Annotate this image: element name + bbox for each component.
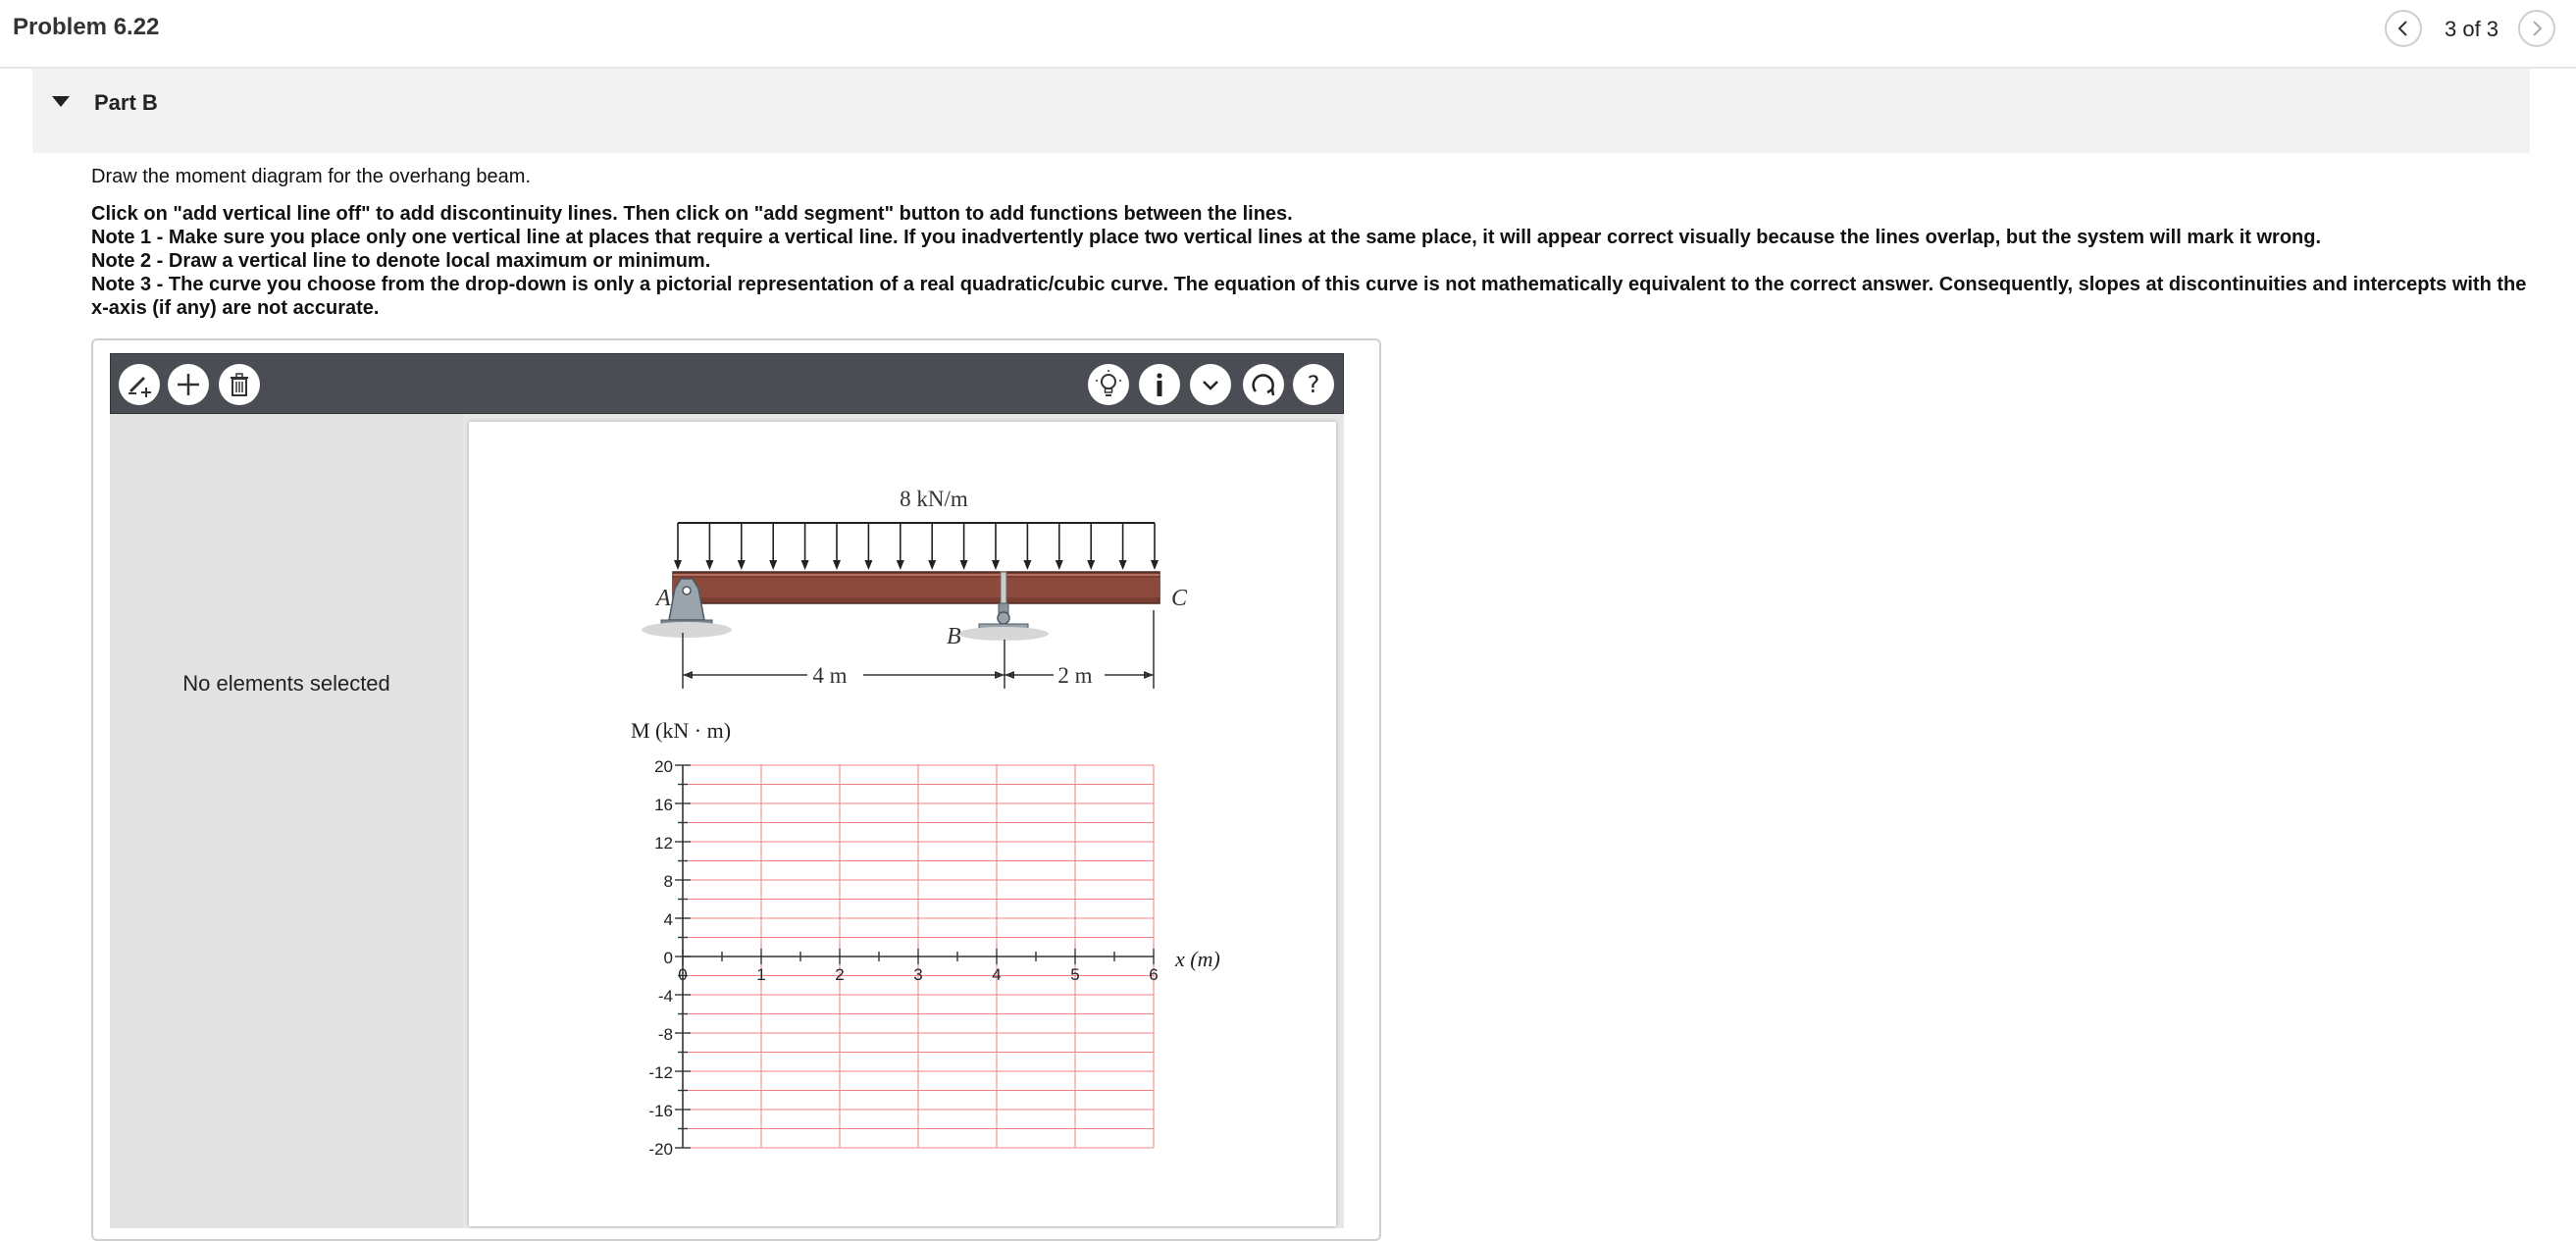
add-vertical-line-icon	[125, 370, 154, 399]
add-segment-button[interactable]	[168, 364, 209, 405]
drawing-canvas[interactable]	[469, 422, 1336, 1226]
load-arrow	[738, 523, 746, 570]
instruction-lead: Draw the moment diagram for the overhang beam.	[91, 166, 531, 187]
svg-text:?: ?	[1307, 371, 1320, 398]
moment-diagram-chart[interactable]	[631, 718, 1220, 1159]
load-arrow	[705, 523, 713, 570]
load-arrow	[992, 523, 1000, 570]
load-arrow	[769, 523, 777, 570]
dropdown-button[interactable]	[1190, 364, 1231, 405]
load-arrow	[833, 523, 841, 570]
x-tick-label: 2	[835, 965, 845, 984]
x-tick-label: 4	[992, 965, 1002, 984]
part-header[interactable]	[32, 69, 2530, 153]
x-tick-label: 6	[1149, 965, 1159, 984]
load-arrow	[1087, 523, 1095, 570]
top-bar	[0, 0, 2576, 69]
help-icon	[1299, 370, 1328, 399]
hint-button[interactable]	[1088, 364, 1129, 405]
x-tick-label: 1	[756, 965, 766, 984]
instruction-note-3: Note 3 - The curve you choose from the drop-down is only a pictorial representation of a real quadratic/cubic curve. The equation of this curve is not mathematically equivalent to the correct answer. Consequently, slopes at discontinuities and intercepts with the x-axis (if any) are not accurate.	[91, 274, 2527, 319]
load-arrow	[960, 523, 968, 570]
instructions	[91, 165, 2534, 320]
add-vertical-line-button[interactable]	[119, 364, 160, 405]
dimension-bc: 2 m	[1057, 663, 1093, 688]
label-a: A	[656, 586, 671, 611]
delete-button[interactable]	[219, 364, 260, 405]
beam-figure	[642, 487, 1188, 689]
y-tick-label: 4	[663, 910, 673, 929]
problem-title: Problem 6.22	[13, 14, 160, 40]
y-tick-label: 8	[663, 872, 673, 891]
y-tick-label: -16	[648, 1102, 673, 1120]
roller-support-b	[958, 603, 1049, 641]
reset-icon	[1249, 370, 1278, 399]
load-arrow	[1151, 523, 1159, 570]
chevron-right-icon	[2530, 20, 2544, 37]
collapse-triangle-icon[interactable]	[52, 96, 70, 107]
properties-panel	[110, 414, 463, 1228]
label-c: C	[1171, 586, 1188, 611]
chevron-left-icon	[2396, 20, 2410, 37]
info-icon	[1145, 370, 1174, 399]
load-arrow	[1023, 523, 1031, 570]
beam-splice	[1001, 572, 1006, 603]
page-count: 3 of 3	[2445, 17, 2499, 41]
y-tick-label: 16	[654, 796, 673, 814]
y-axis-label: M (kN · m)	[631, 718, 732, 743]
label-b: B	[947, 624, 961, 649]
next-button[interactable]	[2518, 10, 2555, 47]
y-tick-label: 20	[654, 757, 673, 776]
y-tick-label: -4	[657, 987, 673, 1006]
x-axis-label: x (m)	[1175, 947, 1220, 971]
load-arrow	[801, 523, 809, 570]
instruction-line: Click on "add vertical line off" to add discontinuity lines. Then click on "add segment" button to add functions between the lines.	[91, 203, 1293, 225]
y-tick-label: -12	[648, 1063, 673, 1082]
y-tick-label: 0	[663, 949, 673, 967]
load-arrow	[1056, 523, 1063, 570]
load-arrow	[928, 523, 936, 570]
help-button[interactable]	[1293, 364, 1334, 405]
y-tick-label: -8	[657, 1025, 673, 1044]
x-tick-label: 3	[913, 965, 923, 984]
instruction-note-2: Note 2 - Draw a vertical line to denote local maximum or minimum.	[91, 250, 711, 272]
beam-web	[673, 578, 1159, 597]
y-tick-label: 12	[654, 834, 673, 853]
add-segment-icon	[174, 370, 203, 399]
load-arrow	[1119, 523, 1127, 570]
part-label: Part B	[94, 90, 158, 115]
selection-status: No elements selected	[182, 671, 390, 696]
info-button[interactable]	[1139, 364, 1180, 405]
dimension-ab: 4 m	[812, 663, 848, 688]
x-tick-label: 0	[678, 965, 688, 984]
y-tick-label: -20	[648, 1140, 673, 1159]
load-label: 8 kN/m	[900, 487, 968, 511]
previous-button[interactable]	[2385, 10, 2422, 47]
hint-bulb-icon	[1094, 370, 1123, 399]
load-arrow	[897, 523, 904, 570]
x-tick-label: 5	[1070, 965, 1080, 984]
instruction-note-1: Note 1 - Make sure you place only one vertical line at places that require a vertical line. If you inadvertently place two vertical lines at the same place, it will appear correct visually because the lines overlap, but the system will mark it wrong.	[91, 227, 2322, 248]
drawing-toolbar	[110, 353, 1344, 414]
chevron-down-icon	[1196, 370, 1225, 399]
reset-button[interactable]	[1243, 364, 1284, 405]
beam-and-moment-diagram	[469, 422, 1336, 1226]
load-arrow	[864, 523, 872, 570]
distributed-load-arrows	[674, 523, 1159, 570]
trash-icon	[225, 370, 254, 399]
load-arrow	[674, 523, 682, 570]
